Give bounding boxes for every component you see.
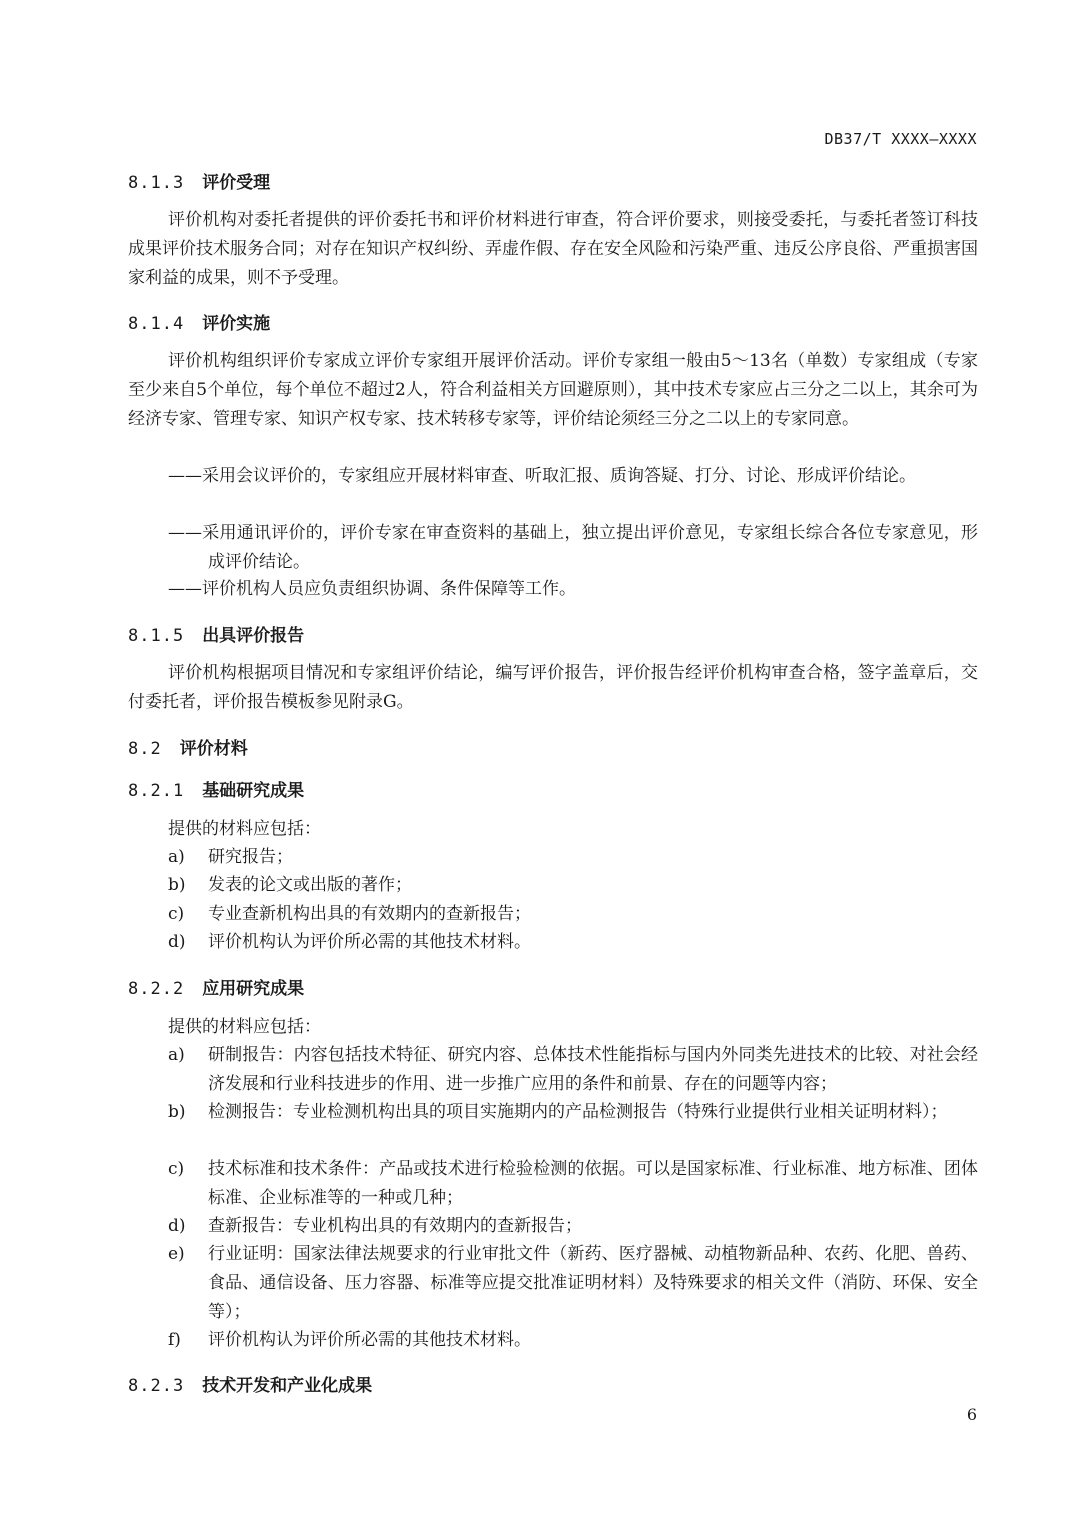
list-marker: a)	[168, 847, 185, 867]
list-text: 查新报告：专业机构出具的有效期内的查新报告；	[208, 1216, 582, 1236]
list-item	[168, 1041, 978, 1099]
list-text: 研制报告：内容包括技术特征、研究内容、总体技术性能指标与国内外同类先进技术的比较、对社会经济发展和行业科技进步的作用、进一步推广应用的条件和前景、存在的问题等内容；	[208, 1045, 978, 1094]
dash-item: ——评价机构人员应负责组织协调、条件保障等工作。	[168, 579, 576, 599]
document-code: DB37/T XXXX—XXXX	[824, 130, 977, 148]
list-item	[168, 1212, 978, 1241]
section-number: 8.2.3	[128, 1376, 185, 1396]
section-title: 评价材料	[179, 739, 248, 759]
dash-item: ——采用通讯评价的，评价专家在审查资料的基础上，独立提出评价意见，专家组长综合各位专家意见，形成评价结论。	[168, 523, 978, 572]
list-text: 技术标准和技术条件：产品或技术进行检验检测的依据。可以是国家标准、行业标准、地方标准、团体标准、企业标准等的一种或几种；	[208, 1159, 978, 1208]
list-marker: d)	[168, 932, 186, 952]
list-marker: c)	[168, 1159, 185, 1179]
list-item	[168, 928, 978, 957]
section-number: 8.1.4	[128, 314, 185, 334]
dash-item: ——采用会议评价的，专家组应开展材料审查、听取汇报、质询答疑、打分、讨论、形成评价结论。	[168, 466, 916, 486]
paragraph-8-1-4: 评价机构组织评价专家成立评价专家组开展评价活动。评价专家组一般由5～13名（单数）专家组成（专家至少来自5个单位，每个单位不超过2人，符合利益相关方回避原则），其中技术专家应占三分之二以上，其余可为经济专家、管理专家、知识产权专家、技术转移专家等，评价结论须经三分之二以上的专家同意。	[128, 351, 978, 429]
list-marker: e)	[168, 1244, 185, 1264]
list-text: 评价机构认为评价所必需的其他技术材料。	[208, 1330, 531, 1350]
list-text: 研究报告；	[208, 847, 293, 867]
paragraph-8-1-5: 评价机构根据项目情况和专家组评价结论，编写评价报告，评价报告经评价机构审查合格，签字盖章后，交付委托者，评价报告模板参见附录G。	[128, 663, 978, 712]
paragraph-8-1-3: 评价机构对委托者提供的评价委托书和评价材料进行审查，符合评价要求，则接受委托，与委托者签订科技成果评价技术服务合同；对存在知识产权纠纷、弄虚作假、存在安全风险和污染严重、违反公序良俗、严重损害国家利益的成果，则不予受理。	[128, 210, 978, 288]
section-number: 8.2	[128, 739, 162, 759]
section-number: 8.1.3	[128, 173, 185, 193]
section-title: 出具评价报告	[202, 626, 305, 646]
section-heading-8-1-4	[128, 309, 270, 334]
list-item	[168, 1326, 978, 1355]
list-intro: 提供的材料应包括：	[168, 819, 321, 839]
section-number: 8.1.5	[128, 626, 185, 646]
section-title: 基础研究成果	[202, 781, 305, 801]
page-number: 6	[966, 1405, 977, 1424]
list-item	[168, 1240, 978, 1327]
section-title: 评价实施	[202, 314, 271, 334]
list-marker: f)	[168, 1330, 181, 1350]
list-text: 检测报告：专业检测机构出具的项目实施期内的产品检测报告（特殊行业提供行业相关证明材料）；	[208, 1102, 948, 1122]
list-item	[168, 1098, 978, 1127]
section-number: 8.2.1	[128, 781, 185, 801]
list-marker: c)	[168, 904, 185, 924]
section-heading-8-2-1	[128, 776, 304, 801]
list-item	[168, 843, 978, 872]
list-text: 行业证明：国家法律法规要求的行业审批文件（新药、医疗器械、动植物新品种、农药、化肥、兽药、食品、通信设备、压力容器、标准等应提交批准证明材料）及特殊要求的相关文件（消防、环保、安全等）；	[208, 1244, 978, 1322]
list-text: 专业查新机构出具的有效期内的查新报告；	[208, 904, 531, 924]
list-item	[168, 1155, 978, 1213]
section-heading-8-2	[128, 734, 248, 759]
list-intro: 提供的材料应包括：	[168, 1017, 321, 1037]
list-item	[168, 900, 978, 929]
list-item	[168, 871, 978, 900]
section-heading-8-2-2	[128, 974, 304, 999]
section-title: 评价受理	[202, 173, 271, 193]
list-text: 评价机构认为评价所必需的其他技术材料。	[208, 932, 531, 952]
list-marker: b)	[168, 875, 186, 895]
list-text: 发表的论文或出版的著作；	[208, 875, 412, 895]
list-marker: a)	[168, 1045, 185, 1065]
section-number: 8.2.2	[128, 979, 185, 999]
section-heading-8-2-3	[128, 1371, 372, 1396]
list-marker: d)	[168, 1216, 186, 1236]
section-heading-8-1-5	[128, 621, 304, 646]
list-marker: b)	[168, 1102, 186, 1122]
section-title: 应用研究成果	[202, 979, 305, 999]
section-title: 技术开发和产业化成果	[202, 1376, 373, 1396]
section-heading-8-1-3	[128, 168, 270, 193]
